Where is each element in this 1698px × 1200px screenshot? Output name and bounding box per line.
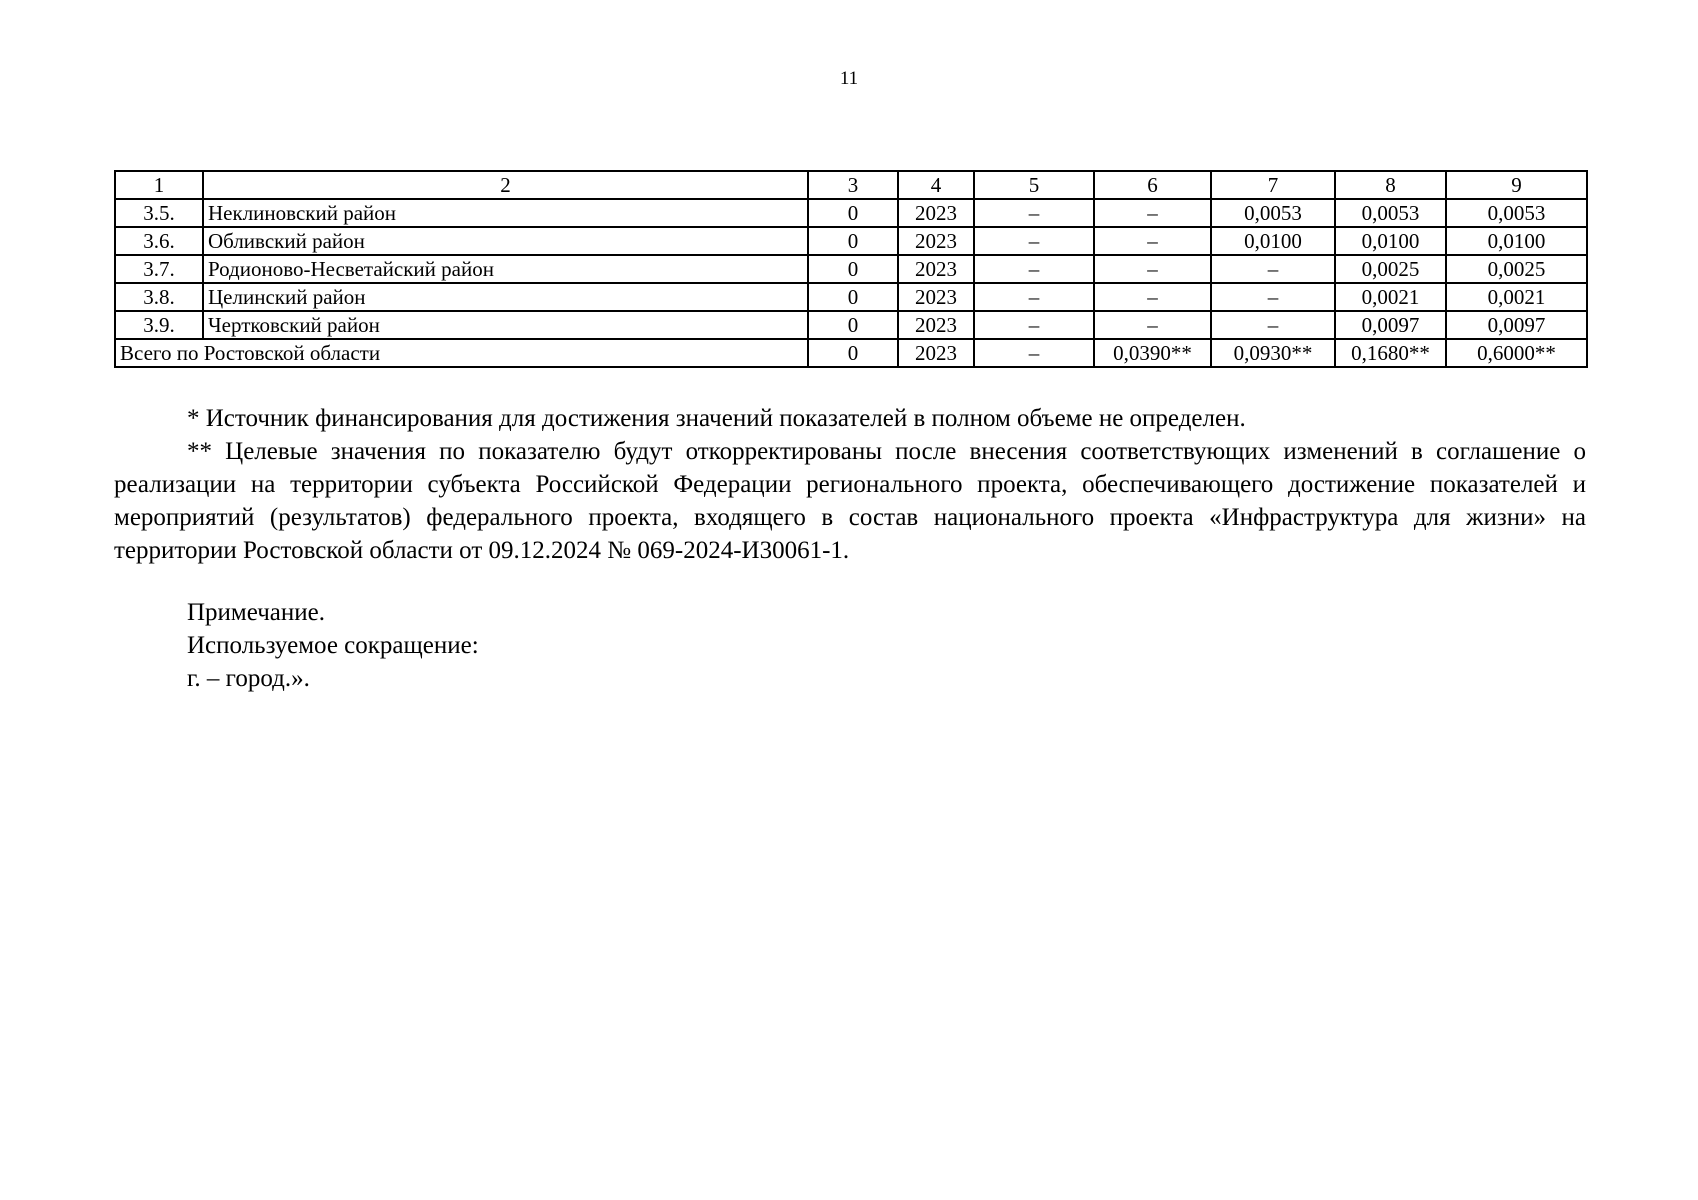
header-cell: 1 (115, 171, 203, 199)
cell-col6: – (1094, 283, 1211, 311)
total-col3: 0 (808, 339, 898, 367)
table-row (115, 311, 1587, 339)
table-row (115, 227, 1587, 255)
district-name: Родионово-Несветайский район (203, 255, 808, 283)
header-cell: 5 (974, 171, 1094, 199)
cell-col9: 0,0025 (1446, 255, 1587, 283)
cell-col6: – (1094, 311, 1211, 339)
cell-col8: 0,0025 (1335, 255, 1446, 283)
footnotes (114, 402, 1586, 567)
row-number: 3.9. (115, 311, 203, 339)
cell-col7: – (1211, 283, 1335, 311)
total-col8: 0,1680** (1335, 339, 1446, 367)
row-number: 3.8. (115, 283, 203, 311)
cell-col3: 0 (808, 311, 898, 339)
district-name: Целинский район (203, 283, 808, 311)
cell-col3: 0 (808, 199, 898, 227)
header-cell: 7 (1211, 171, 1335, 199)
cell-col7: – (1211, 311, 1335, 339)
cell-col4: 2023 (898, 227, 974, 255)
page-number: 11 (839, 68, 859, 89)
cell-col5: – (974, 283, 1094, 311)
cell-col5: – (974, 199, 1094, 227)
cell-col9: 0,0097 (1446, 311, 1587, 339)
cell-col3: 0 (808, 227, 898, 255)
total-col6: 0,0390** (1094, 339, 1211, 367)
cell-col5: – (974, 255, 1094, 283)
footnote-funding: * Источник финансирования для достижения значений показателей в полном объеме не определен. (187, 405, 1246, 432)
total-col9: 0,6000** (1446, 339, 1587, 367)
cell-col4: 2023 (898, 311, 974, 339)
table-row (115, 283, 1587, 311)
cell-col5: – (974, 311, 1094, 339)
table-row (115, 255, 1587, 283)
row-number: 3.7. (115, 255, 203, 283)
row-number: 3.5. (115, 199, 203, 227)
district-name: Неклиновский район (203, 199, 808, 227)
cell-col8: 0,0097 (1335, 311, 1446, 339)
footnote-target-values: ** Целевые значения по показателю будут откорректированы после внесения соответствующих изменений в соглашение о реализации на территории субъекта Российской Федерации регионального проекта, обеспечивающего достижение показателей и мероприятий (результатов) федерального проекта, входящего в состав национального проекта «Инфраструктура для жизни» на территории Ростовской области от 09.12.2024 № 069-2024-И30061-1. (114, 438, 1586, 564)
header-cell: 8 (1335, 171, 1446, 199)
cell-col3: 0 (808, 255, 898, 283)
table-row (115, 199, 1587, 227)
header-cell: 2 (203, 171, 808, 199)
abbreviation-item: г. – город.». (187, 665, 310, 692)
cell-col6: – (1094, 255, 1211, 283)
table-total-row (115, 339, 1587, 367)
header-cell: 4 (898, 171, 974, 199)
cell-col9: 0,0100 (1446, 227, 1587, 255)
cell-col5: – (974, 227, 1094, 255)
header-cell: 6 (1094, 171, 1211, 199)
cell-col6: – (1094, 227, 1211, 255)
table-header-row (115, 171, 1587, 199)
cell-col7: – (1211, 255, 1335, 283)
district-name: Чертковский район (203, 311, 808, 339)
cell-col4: 2023 (898, 199, 974, 227)
cell-col3: 0 (808, 283, 898, 311)
cell-col8: 0,0021 (1335, 283, 1446, 311)
header-cell: 9 (1446, 171, 1587, 199)
cell-col9: 0,0021 (1446, 283, 1587, 311)
total-col4: 2023 (898, 339, 974, 367)
indicator-table (114, 170, 1588, 368)
total-label: Всего по Ростовской области (115, 339, 808, 367)
total-col5: – (974, 339, 1094, 367)
row-number: 3.6. (115, 227, 203, 255)
cell-col7: 0,0100 (1211, 227, 1335, 255)
cell-col4: 2023 (898, 283, 974, 311)
cell-col6: – (1094, 199, 1211, 227)
abbreviation-heading: Используемое сокращение: (187, 632, 479, 659)
header-cell: 3 (808, 171, 898, 199)
cell-col8: 0,0053 (1335, 199, 1446, 227)
cell-col8: 0,0100 (1335, 227, 1446, 255)
district-name: Обливский район (203, 227, 808, 255)
total-col7: 0,0930** (1211, 339, 1335, 367)
remark-block (187, 596, 479, 695)
remark-title: Примечание. (187, 599, 326, 626)
cell-col9: 0,0053 (1446, 199, 1587, 227)
cell-col4: 2023 (898, 255, 974, 283)
cell-col7: 0,0053 (1211, 199, 1335, 227)
